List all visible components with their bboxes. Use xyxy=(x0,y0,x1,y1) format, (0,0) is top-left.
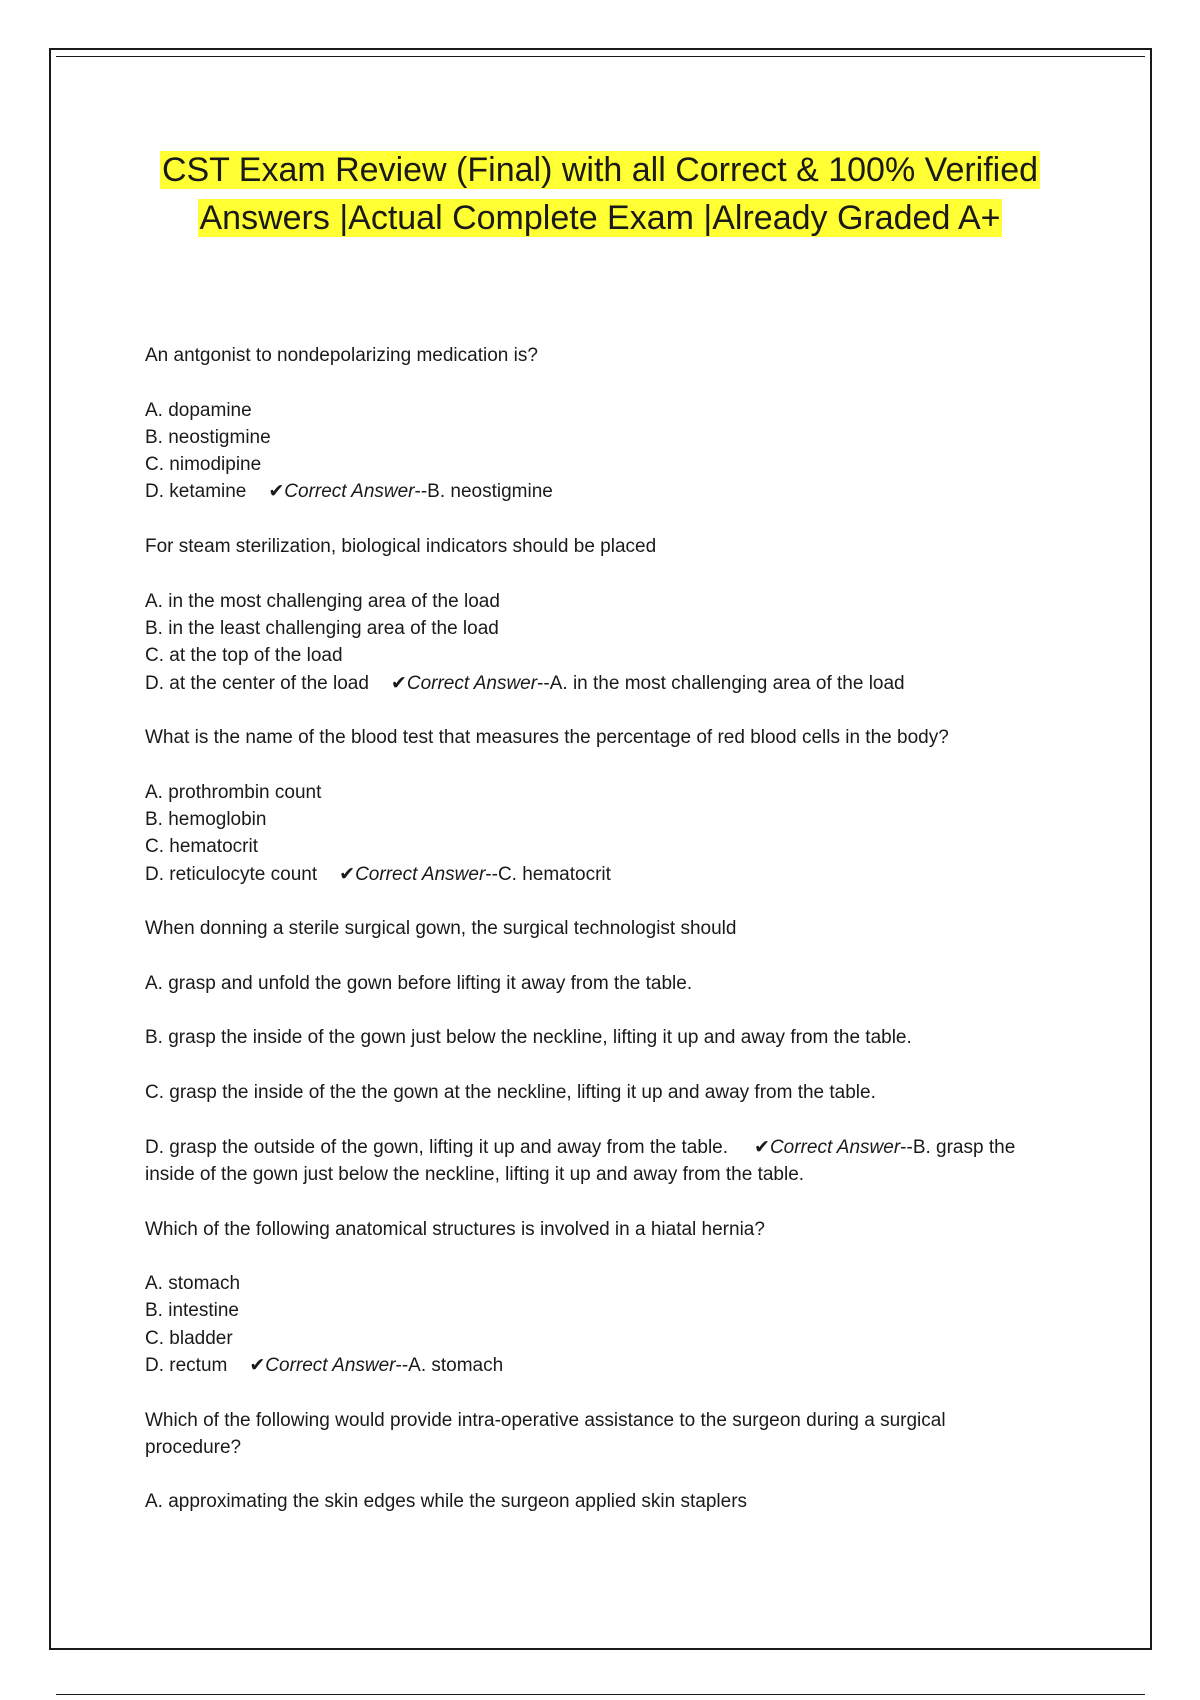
option-c: C. bladder xyxy=(145,1327,233,1349)
question-3 xyxy=(145,724,1045,888)
answer-separator: -- xyxy=(485,863,498,885)
correct-answer-label: Correct Answer xyxy=(769,1136,901,1158)
correct-answer-value: A. in the most challenging area of the load xyxy=(549,672,905,694)
correct-answer-label: Correct Answer xyxy=(265,1354,396,1376)
answer-separator: -- xyxy=(395,1354,409,1376)
correct-answer xyxy=(391,673,905,694)
answer-separator: -- xyxy=(900,1136,913,1158)
option-b: B. hemoglobin xyxy=(145,809,267,831)
option-list xyxy=(145,588,1045,697)
option-d: D. rectum xyxy=(145,1354,228,1376)
question-5 xyxy=(145,1216,1045,1380)
option-d-line xyxy=(145,861,1045,888)
option-c: C. hematocrit xyxy=(145,836,258,858)
option-a: A. prothrombin count xyxy=(145,781,322,803)
answer-separator: -- xyxy=(414,481,428,503)
correct-answer-value: B. grasp the inside of the gown just below the neckline, lifting it up and away from the table. xyxy=(145,1136,1016,1185)
question-6 xyxy=(145,1407,1045,1516)
top-rule xyxy=(56,56,1145,57)
option-d: D. grasp the outside of the gown, lifting it up and away from the table. xyxy=(145,1136,729,1158)
option-b: B. in the least challenging area of the load xyxy=(145,617,499,639)
check-icon: ✔ xyxy=(249,1354,266,1376)
question-4 xyxy=(145,915,1045,1188)
option-a: A. approximating the skin edges while the surgeon applied skin staplers xyxy=(145,1491,748,1513)
option-list xyxy=(145,779,1045,888)
question-text: When donning a sterile surgical gown, the surgical technologist should xyxy=(145,918,737,940)
answer-separator: -- xyxy=(537,672,550,694)
correct-answer xyxy=(339,864,611,885)
option-d-line xyxy=(145,1134,1045,1189)
question-text: Which of the following would provide intra-operative assistance to the surgeon during a surgical procedure? xyxy=(145,1409,946,1458)
question-list xyxy=(145,342,1045,1543)
option-list xyxy=(145,1488,1045,1515)
question-text: For steam sterilization, biological indicators should be placed xyxy=(145,536,657,558)
check-icon: ✔ xyxy=(339,863,356,885)
question-1 xyxy=(145,342,1045,506)
option-d: D. ketamine xyxy=(145,481,247,503)
option-a: A. stomach xyxy=(145,1273,241,1295)
correct-answer xyxy=(249,1355,503,1376)
option-a: A. dopamine xyxy=(145,399,252,421)
correct-answer xyxy=(268,481,552,502)
correct-answer-value: B. neostigmine xyxy=(427,481,553,503)
highlighted-title-text: CST Exam Review (Final) with all Correct & 100% Verified Answers |Actual Complete Exam |Already Graded A+ xyxy=(161,151,1039,237)
option-a: A. grasp and unfold the gown before lifting it away from the table. xyxy=(145,972,693,994)
option-b: B. intestine xyxy=(145,1300,239,1322)
question-2 xyxy=(145,533,1045,697)
document-title xyxy=(150,146,1050,242)
option-c: C. at the top of the load xyxy=(145,645,343,667)
option-d-line xyxy=(145,478,1045,505)
option-d-line xyxy=(145,670,1045,697)
option-b: B. neostigmine xyxy=(145,426,271,448)
option-d: D. reticulocyte count xyxy=(145,863,318,885)
option-a: A. in the most challenging area of the load xyxy=(145,590,500,612)
correct-answer-label: Correct Answer xyxy=(355,863,486,885)
option-c: C. nimodipine xyxy=(145,454,262,476)
option-list xyxy=(145,397,1045,506)
correct-answer-label: Correct Answer xyxy=(284,481,415,503)
check-icon: ✔ xyxy=(390,672,407,694)
option-list xyxy=(145,1270,1045,1379)
bottom-rule xyxy=(56,1694,1145,1695)
option-b: B. grasp the inside of the gown just below the neckline, lifting it up and away from the table. xyxy=(145,1027,912,1049)
correct-answer-value: C. hematocrit xyxy=(497,863,611,885)
question-text: What is the name of the blood test that measures the percentage of red blood cells in the body? xyxy=(145,727,949,749)
option-c: C. grasp the inside of the the gown at the neckline, lifting it up and away from the table. xyxy=(145,1082,876,1104)
question-text: An antgonist to nondepolarizing medication is? xyxy=(145,345,538,366)
option-list xyxy=(145,970,1045,1188)
correct-answer-value: A. stomach xyxy=(408,1354,504,1376)
option-d-line xyxy=(145,1352,1045,1379)
option-d: D. at the center of the load xyxy=(145,672,369,694)
correct-answer-label: Correct Answer xyxy=(406,672,538,694)
question-text: Which of the following anatomical structures is involved in a hiatal hernia? xyxy=(145,1218,765,1240)
check-icon: ✔ xyxy=(754,1136,770,1158)
check-icon: ✔ xyxy=(268,481,285,503)
